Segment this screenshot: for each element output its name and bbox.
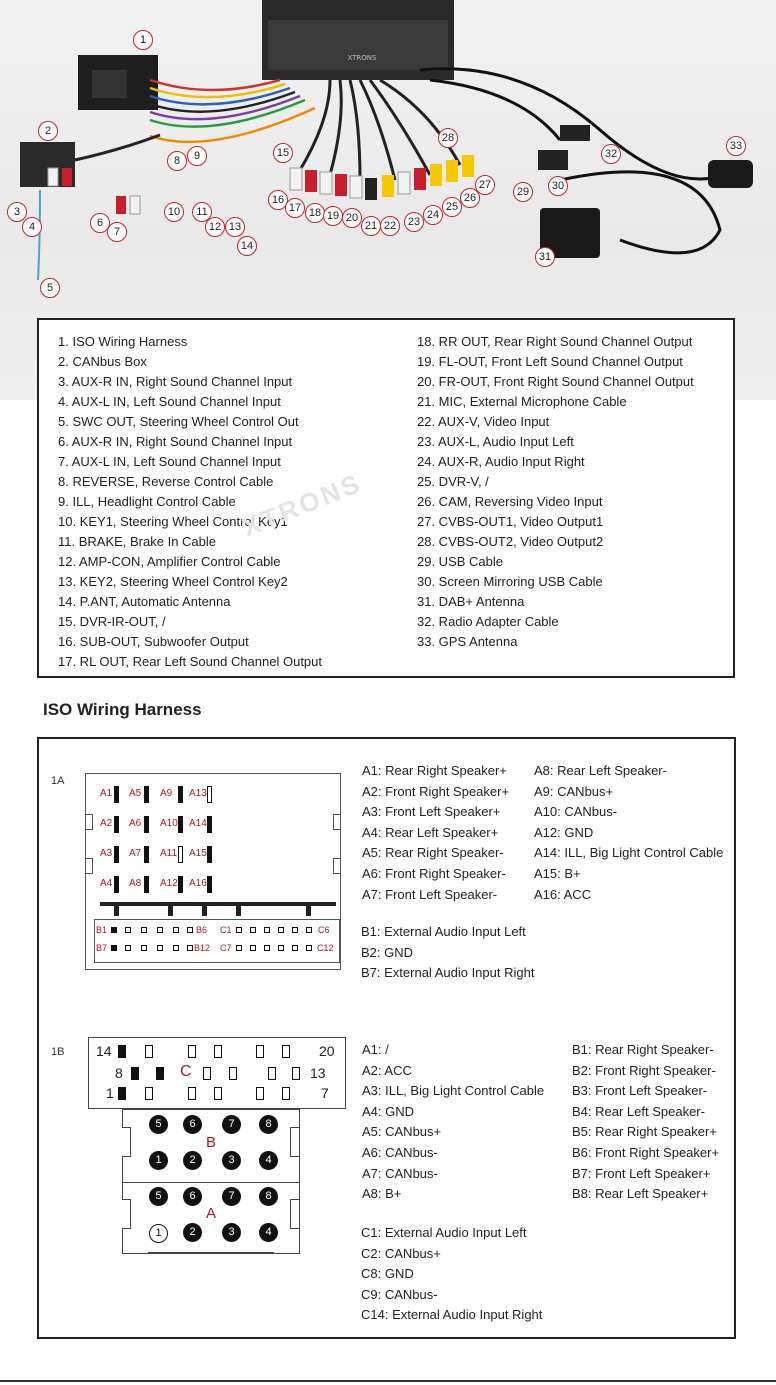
pin-desc: A15: B+ [534,865,581,881]
callout-29: 29 [513,182,533,202]
legend-item: 30. Screen Mirroring USB Cable [417,574,603,589]
legend-item: 13. KEY2, Steering Wheel Control Key2 [58,574,288,589]
pin-label: A14 [189,818,207,829]
pin-desc: A12: GND [534,824,594,840]
legend-item: 17. RL OUT, Rear Left Sound Channel Output [58,654,323,669]
legend-item: 25. DVR-V, / [417,474,489,489]
section-title: ISO Wiring Harness [43,700,202,719]
pin-label: A6 [129,818,142,829]
pins-1a-b [361,922,534,984]
callout-17: 17 [285,198,305,218]
pins-1b-a [362,1040,544,1205]
callout-11: 11 [192,202,212,222]
legend-item: 26. CAM, Reversing Video Input [417,494,603,509]
legend-item: 15. DVR-IR-OUT, / [58,614,166,629]
pin-desc: B6: Front Right Speaker+ [572,1144,720,1160]
legend-item: 7. AUX-L IN, Left Sound Channel Input [58,454,281,469]
iso-diagram-box [37,737,736,1339]
bottom-divider [0,1380,776,1382]
connector-1a-label: 1A [51,775,65,787]
b-pin: 5 [149,1115,168,1134]
pin-label: A16 [189,878,207,889]
pin-desc: A2: ACC [362,1062,412,1078]
c-num: 13 [310,1065,326,1081]
legend-item: 28. CVBS-OUT2, Video Output2 [417,534,604,549]
callout-16: 16 [268,190,288,210]
b-pin: 2 [183,1151,202,1170]
pin-label: A9 [160,788,173,799]
callout-12: 12 [205,217,225,237]
legend-right-column [417,332,694,652]
pin-desc: A7: CANbus- [362,1165,438,1181]
pin-desc: A4: GND [362,1103,415,1119]
callout-1: 1 [133,30,153,50]
legend-item: 6. AUX-R IN, Right Sound Channel Input [58,434,293,449]
callout-6: 6 [90,213,110,233]
a-pin: 8 [259,1187,278,1206]
callout-25: 25 [442,197,462,217]
c-num: 7 [321,1085,329,1101]
b-pin: 6 [183,1115,202,1134]
pin-desc: B1: Rear Right Speaker- [572,1042,714,1057]
pin-label: B6 [196,925,208,935]
callout-33: 33 [726,136,746,156]
pin-desc: A1: Rear Right Speaker+ [362,763,507,778]
pin-label: C6 [318,925,330,935]
c-num: 20 [319,1043,335,1059]
pin-desc: A7: Front Left Speaker- [362,886,498,902]
pin-desc: B1: External Audio Input Left [361,924,526,939]
pin-label: A1 [100,788,113,799]
callout-15: 15 [273,143,293,163]
callout-18: 18 [305,203,325,223]
legend-item: 1. ISO Wiring Harness [58,334,188,349]
pin-label: C7 [220,943,232,953]
callout-32: 32 [601,144,621,164]
pins-1b-c [361,1223,542,1326]
pin-label: B12 [194,943,211,953]
pin-label: A4 [100,878,113,889]
b-pin: 4 [259,1151,278,1170]
legend-item: 19. FL-OUT, Front Left Sound Channel Output [417,354,683,369]
b-pin: 3 [222,1151,241,1170]
callout-24: 24 [423,205,443,225]
pin-desc: A2: Front Right Speaker+ [362,783,510,799]
pin-label: B1 [96,925,108,935]
pin-label: A5 [129,788,142,799]
legend-item: 4. AUX-L IN, Left Sound Channel Input [58,394,281,409]
a-pin: 5 [149,1187,168,1206]
callout-14: 14 [237,236,257,256]
pins-1b-b [572,1040,719,1205]
pin-desc: B8: Rear Left Speaker+ [572,1186,709,1202]
pin-desc: B4: Rear Left Speaker- [572,1103,705,1119]
legend-item: 10. KEY1, Steering Wheel Control Key1 [58,514,288,529]
callout-26: 26 [460,188,480,208]
callout-9: 9 [187,146,207,166]
legend-item: 29. USB Cable [417,554,503,569]
callout-21: 21 [361,216,381,236]
a-pin: 7 [222,1187,241,1206]
pin-desc: C14: External Audio Input Right [361,1307,543,1323]
pin-label: A13 [189,788,207,799]
legend-item: 20. FR-OUT, Front Right Sound Channel Output [417,374,694,389]
brand-text: XTRONS [347,54,377,62]
pin-desc: B7: Front Left Speaker+ [572,1165,711,1181]
pin-desc: A5: Rear Right Speaker- [362,845,504,861]
a-letter: A [206,1205,217,1222]
callout-13: 13 [225,217,245,237]
pin-desc: C9: CANbus- [361,1286,438,1302]
b-letter: B [206,1134,217,1151]
pin-label: A7 [129,848,142,859]
legend-item: 27. CVBS-OUT1, Video Output1 [417,514,604,529]
b-pin: 8 [259,1115,278,1134]
pin-desc: C8: GND [361,1266,414,1282]
pin-label: A15 [189,848,207,859]
pin-desc: A3: ILL, Big Light Control Cable [362,1083,545,1099]
legend-item: 12. AMP-CON, Amplifier Control Cable [58,554,281,569]
callout-23: 23 [404,212,424,232]
legend-item: 23. AUX-L, Audio Input Left [417,434,574,449]
callout-7: 7 [107,222,127,242]
pin-desc: B7: External Audio Input Right [361,965,535,981]
pin-label: A8 [129,878,142,889]
pin-desc: A4: Rear Left Speaker+ [362,824,499,840]
a-pin: 2 [183,1223,202,1242]
legend-item: 16. SUB-OUT, Subwoofer Output [58,634,249,649]
pin-label: A2 [100,818,113,829]
callout-8: 8 [167,151,187,171]
legend-item: 22. AUX-V, Video Input [417,414,550,429]
b-pin: 1 [149,1151,168,1170]
pin-desc: A6: Front Right Speaker- [362,865,506,881]
a-pin: 4 [259,1223,278,1242]
callout-2: 2 [38,121,58,141]
pin-desc: A16: ACC [534,886,592,902]
callout-4: 4 [22,217,42,237]
c-letter: C [180,1063,192,1080]
pin-desc: A3: Front Left Speaker+ [362,804,501,820]
callout-31: 31 [535,247,555,267]
pin-desc: A8: B+ [362,1186,402,1202]
legend-item: 33. GPS Antenna [417,634,518,649]
legend-item: 2. CANbus Box [58,354,147,369]
callout-3: 3 [7,202,27,222]
legend-item: 8. REVERSE, Reverse Control Cable [58,474,274,489]
watermark: XTRONS [237,467,367,543]
legend-box [37,318,735,678]
callout-30: 30 [548,176,568,196]
pin-desc: A6: CANbus- [362,1144,438,1160]
a-pin: 1 [149,1224,168,1243]
legend-item: 18. RR OUT, Rear Right Sound Channel Output [417,334,693,349]
c-num: 14 [96,1043,112,1059]
pin-label: A3 [100,848,113,859]
legend-item: 21. MIC, External Microphone Cable [417,394,627,409]
legend-item: 11. BRAKE, Brake In Cable [58,534,217,549]
pins-1a-a-left [362,761,509,905]
pin-desc: A8: Rear Left Speaker- [534,763,667,778]
connector-1b-label: 1B [51,1046,65,1058]
a-pin: 3 [222,1223,241,1242]
connector-1a [85,773,341,970]
pin-desc: C2: CANbus+ [361,1245,441,1261]
legend-item: 14. P.ANT, Automatic Antenna [58,594,231,609]
c-num: 8 [115,1065,123,1081]
pin-label: A12 [160,878,178,889]
pin-desc: C1: External Audio Input Left [361,1225,527,1240]
c-num: 1 [106,1085,114,1101]
pin-desc: B2: GND [361,944,414,960]
legend-item: 9. ILL, Headlight Control Cable [58,494,236,509]
pin-label: C1 [220,925,232,935]
pin-label: B7 [96,943,108,953]
pin-desc: A10: CANbus- [534,804,618,820]
pin-desc: A14: ILL, Big Light Control Cable [534,845,724,861]
legend-item: 3. AUX-R IN, Right Sound Channel Input [58,374,293,389]
callout-19: 19 [323,206,343,226]
legend-item: 31. DAB+ Antenna [417,594,525,609]
legend-item: 32. Radio Adapter Cable [417,614,559,629]
a-pin: 6 [183,1187,202,1206]
callout-10: 10 [164,202,184,222]
pin-desc: B3: Front Left Speaker- [572,1083,708,1099]
callout-22: 22 [380,216,400,236]
pin-desc: A1: / [362,1042,389,1057]
pin-desc: B5: Rear Right Speaker+ [572,1124,717,1140]
callout-27: 27 [475,175,495,195]
pin-label: A10 [160,818,178,829]
pin-label: A11 [160,848,178,859]
callout-5: 5 [40,278,60,298]
pin-desc: A5: CANbus+ [362,1124,442,1140]
pin-desc: A9: CANbus+ [534,783,614,799]
b-pin: 7 [222,1115,241,1134]
legend-item: 24. AUX-R, Audio Input Right [417,454,585,469]
pin-desc: B2: Front Right Speaker- [572,1062,716,1078]
pin-label: C12 [317,943,334,953]
legend-item: 5. SWC OUT, Steering Wheel Control Out [58,414,299,429]
callout-20: 20 [342,208,362,228]
connector-1b [88,1037,348,1307]
callout-28: 28 [438,128,458,148]
pins-1a-a-right [534,761,723,905]
